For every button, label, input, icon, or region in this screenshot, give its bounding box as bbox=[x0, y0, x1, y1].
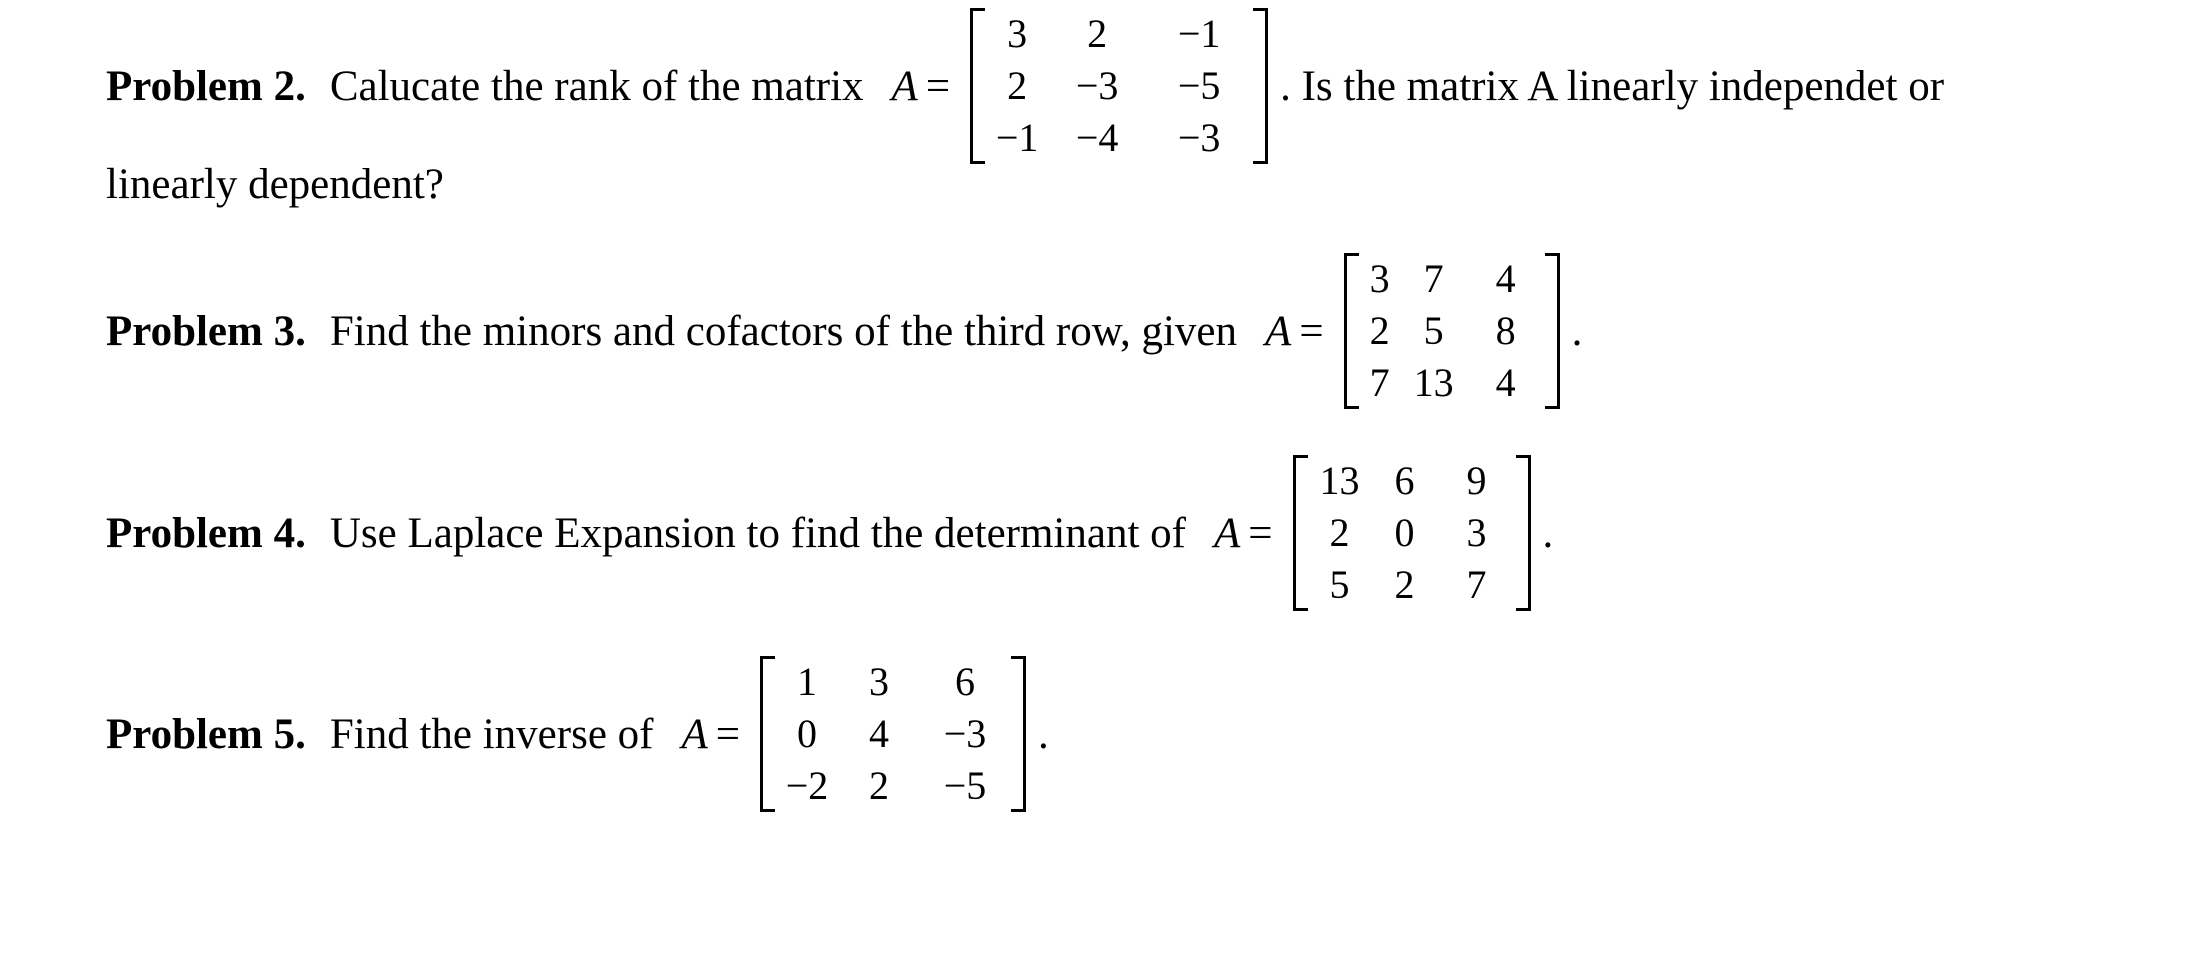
problem-text: Calucate the rank of the matrix bbox=[329, 62, 864, 110]
matrix-cell: 3 bbox=[869, 659, 890, 704]
matrix-cell: 0 bbox=[797, 711, 818, 756]
matrix-cell: 4 bbox=[1495, 256, 1516, 301]
matrix-cell: 1 bbox=[797, 659, 818, 704]
problem-3 bbox=[106, 253, 1582, 409]
matrix-cell: 2 bbox=[1329, 510, 1350, 555]
problem-text: Find the minors and cofactors of the third row, given bbox=[329, 307, 1238, 355]
equals-sign: = bbox=[1299, 307, 1324, 355]
matrix-cell: 4 bbox=[1495, 360, 1516, 405]
matrix-cell: 2 bbox=[1007, 63, 1028, 108]
matrix bbox=[1293, 455, 1531, 611]
matrix-cell: 8 bbox=[1495, 308, 1516, 353]
problem-text-after: . bbox=[1571, 307, 1583, 355]
matrix bbox=[1344, 253, 1560, 409]
matrix-cell: 2 bbox=[1369, 308, 1390, 353]
matrix-variable: A bbox=[1265, 307, 1292, 355]
equals-sign: = bbox=[1248, 509, 1273, 557]
matrix-variable: A bbox=[1213, 509, 1241, 557]
problem-4 bbox=[106, 455, 1553, 611]
matrix-cell: −3 bbox=[1177, 115, 1221, 160]
matrix-cell: 3 bbox=[1369, 256, 1390, 301]
matrix-cell: −3 bbox=[1075, 63, 1119, 108]
problem-5 bbox=[106, 656, 1049, 812]
matrix-cell: 6 bbox=[1394, 458, 1415, 503]
matrix-cell: 13 bbox=[1319, 458, 1360, 503]
matrix-cell: 2 bbox=[1394, 562, 1415, 607]
matrix-cell: 7 bbox=[1466, 562, 1487, 607]
matrix-cell: −5 bbox=[1177, 63, 1221, 108]
problem-text-after: . Is the matrix A linearly independet or bbox=[1280, 62, 1945, 110]
matrix-cell: −4 bbox=[1075, 115, 1119, 160]
matrix bbox=[760, 656, 1026, 812]
problem-2-continuation: linearly dependent? bbox=[106, 161, 444, 208]
matrix-cell: 5 bbox=[1423, 308, 1444, 353]
matrix bbox=[970, 8, 1268, 164]
matrix-cell: 2 bbox=[869, 763, 890, 808]
matrix-cell: −1 bbox=[995, 115, 1039, 160]
matrix-cell: 5 bbox=[1329, 562, 1350, 607]
matrix-cell: −1 bbox=[1177, 11, 1221, 56]
matrix-cell: 13 bbox=[1413, 360, 1454, 405]
equals-sign: = bbox=[925, 62, 951, 110]
matrix-cell: 7 bbox=[1423, 256, 1444, 301]
problem-text: Find the inverse of bbox=[329, 710, 654, 758]
problem-text-after: . bbox=[1038, 710, 1049, 758]
matrix-cell: 7 bbox=[1369, 360, 1390, 405]
matrix-cell: 3 bbox=[1466, 510, 1487, 555]
matrix-variable: A bbox=[891, 62, 918, 110]
matrix-cell: 2 bbox=[1087, 11, 1108, 56]
problem-text-after: . bbox=[1542, 509, 1554, 557]
matrix-cell: 0 bbox=[1394, 510, 1415, 555]
problem-label: Problem 4. bbox=[106, 509, 306, 557]
problem-label: Problem 5. bbox=[106, 710, 306, 758]
matrix-cell: −5 bbox=[943, 763, 987, 808]
matrix-cell: 6 bbox=[955, 659, 976, 704]
matrix-cell: 4 bbox=[869, 711, 890, 756]
problem-text: Use Laplace Expansion to find the determinant of bbox=[329, 509, 1186, 557]
problem-2 bbox=[106, 8, 1944, 164]
matrix-cell: 9 bbox=[1466, 458, 1487, 503]
matrix-cell: 3 bbox=[1007, 11, 1028, 56]
problem-label: Problem 2. bbox=[106, 62, 306, 110]
matrix-variable: A bbox=[681, 710, 708, 758]
problem-label: Problem 3. bbox=[106, 307, 306, 355]
equals-sign: = bbox=[715, 710, 741, 758]
matrix-cell: −3 bbox=[943, 711, 987, 756]
matrix-cell: −2 bbox=[785, 763, 829, 808]
